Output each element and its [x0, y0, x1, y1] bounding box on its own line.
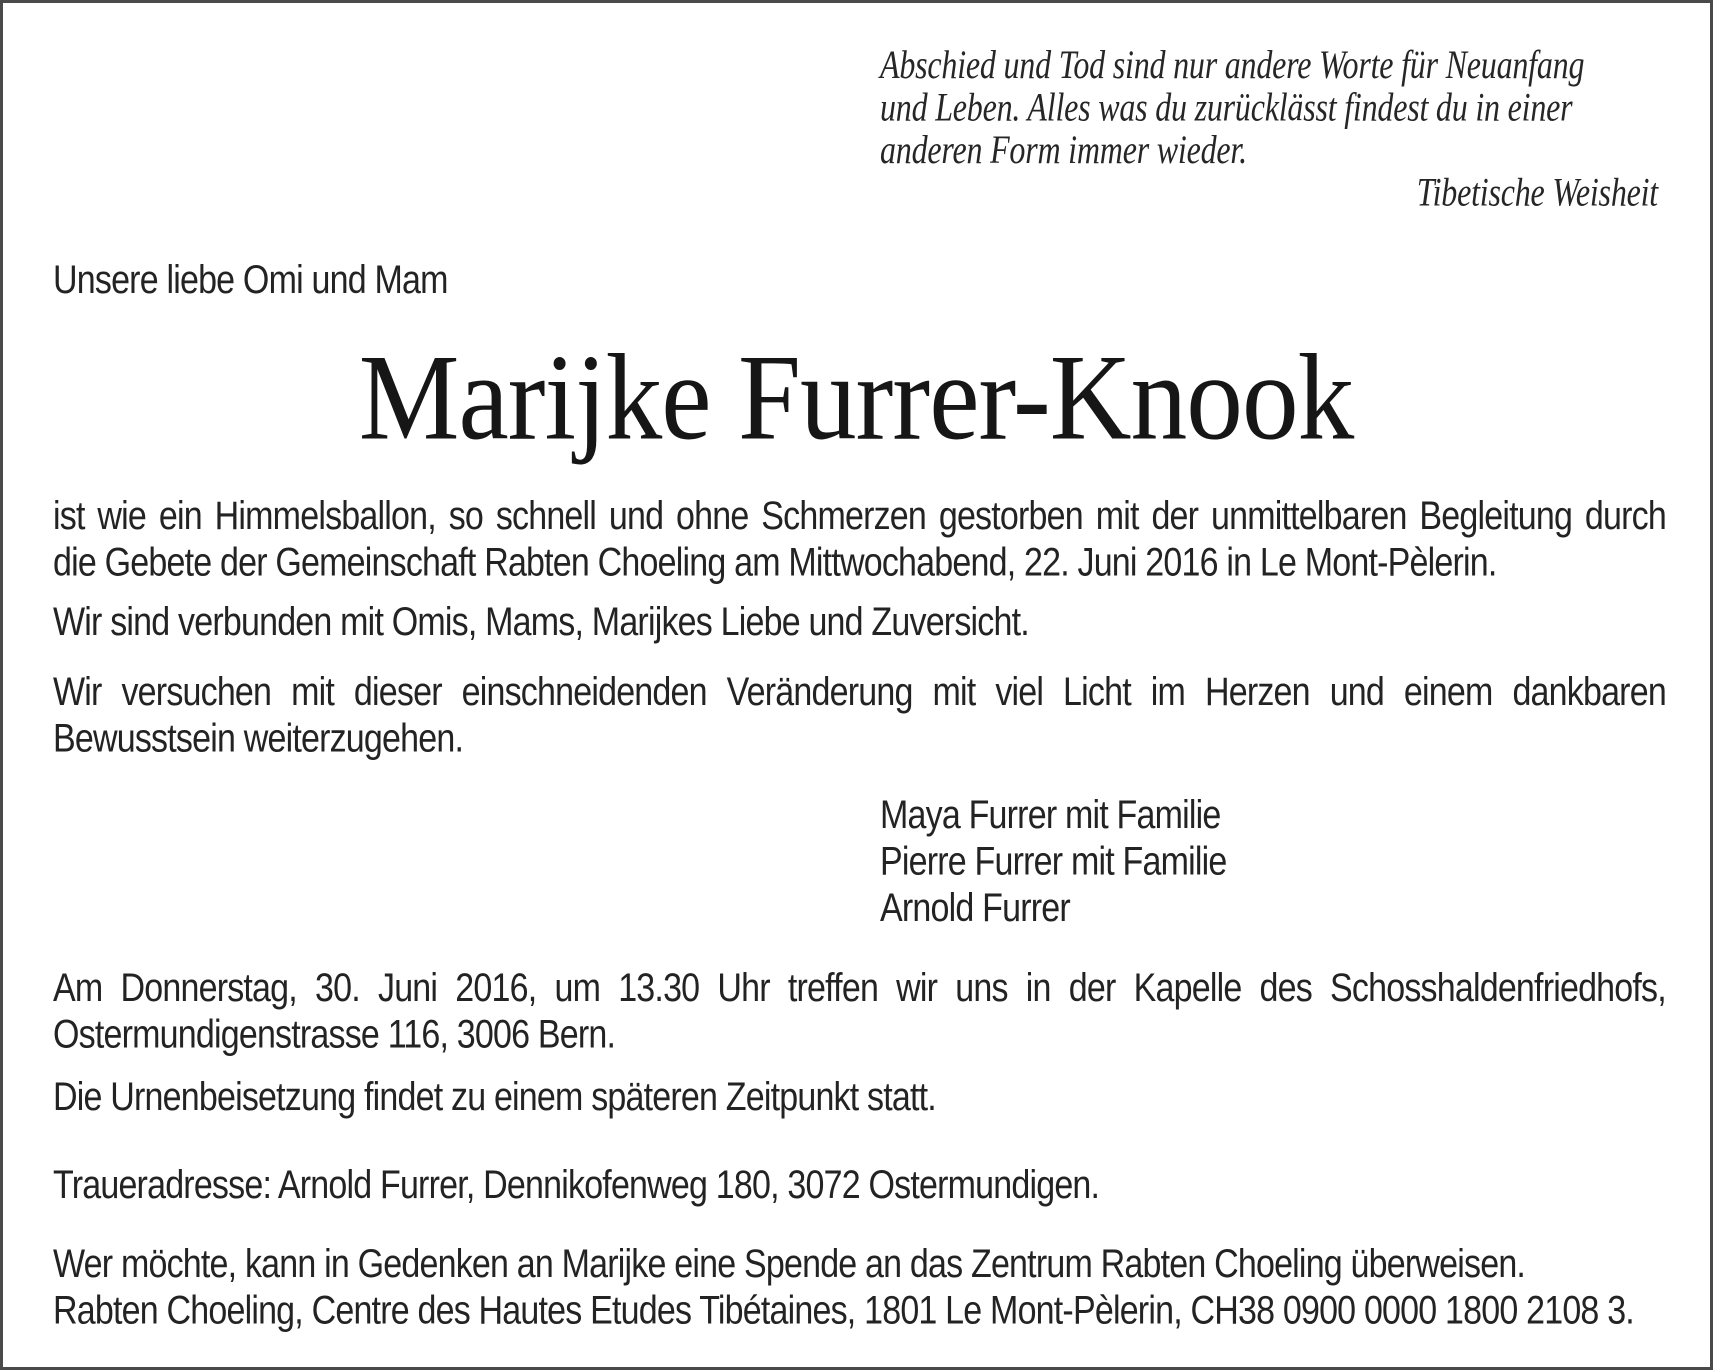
quote-line: Abschied und Tod sind nur andere Worte für Neuanfang — [880, 41, 1585, 87]
death-announcement-paragraph — [53, 493, 1666, 586]
paragraph-line: Am Donnerstag, 30. Juni 2016, um 13.30 Uhr treffen wir uns in der Kapelle des Schosshaldenfriedhofs, — [53, 966, 1666, 1011]
paragraph-line: Traueradresse: Arnold Furrer, Dennikofenweg 180, 3072 Ostermundigen. — [53, 1163, 1100, 1208]
quote-line: anderen Form immer wieder. — [880, 126, 1247, 172]
paragraph-line: Ostermundigenstrasse 116, 3006 Bern. — [53, 1012, 616, 1057]
donation-paragraph — [53, 1241, 1666, 1334]
paragraph-line: die Gebete der Gemeinschaft Rabten Choeling am Mittwochabend, 22. Juni 2016 in Le Mont-Pèlerin. — [53, 540, 1497, 585]
epigraph-quote — [880, 43, 1658, 213]
paragraph-line: Wir versuchen mit dieser einschneidenden Veränderung mit viel Licht im Herzen und einem dankbaren — [53, 670, 1666, 715]
connection-paragraph — [53, 599, 1666, 645]
mourner-name: Pierre Furrer mit Familie — [880, 839, 1227, 884]
mourner-name: Maya Furrer mit Familie — [880, 793, 1221, 838]
quote-line: und Leben. Alles was du zurücklässt findest du in einer — [880, 84, 1573, 130]
deceased-name-heading: Marijke Furrer-Knook — [359, 329, 1354, 466]
mourners-list — [880, 792, 1226, 931]
mourner-name: Arnold Furrer — [880, 885, 1070, 931]
paragraph-line: Wir sind verbunden mit Omis, Mams, Marijkes Liebe und Zuversicht. — [53, 600, 1029, 645]
paragraph-line: ist wie ein Himmelsballon, so schnell und ohne Schmerzen gestorben mit der unmittelbaren Begleitung durch — [53, 494, 1666, 539]
paragraph-line: Bewusstsein weiterzugehen. — [53, 716, 464, 761]
funeral-details-paragraph — [53, 965, 1666, 1058]
quote-attribution: Tibetische Weisheit — [1416, 169, 1658, 215]
opening-line: Unsere liebe Omi und Mam — [53, 258, 448, 303]
urn-burial-paragraph — [53, 1074, 1666, 1120]
paragraph-line: Die Urnenbeisetzung findet zu einem späteren Zeitpunkt statt. — [53, 1075, 936, 1120]
mourning-address-paragraph — [53, 1162, 1666, 1208]
resolve-paragraph — [53, 669, 1666, 762]
paragraph-line: Rabten Choeling, Centre des Hautes Etudes Tibétaines, 1801 Le Mont-Pèlerin, CH38 0900 0000 1800 2108 3. — [53, 1288, 1634, 1333]
paragraph-line: Wer möchte, kann in Gedenken an Marijke eine Spende an das Zentrum Rabten Choeling überweisen. — [53, 1242, 1526, 1287]
